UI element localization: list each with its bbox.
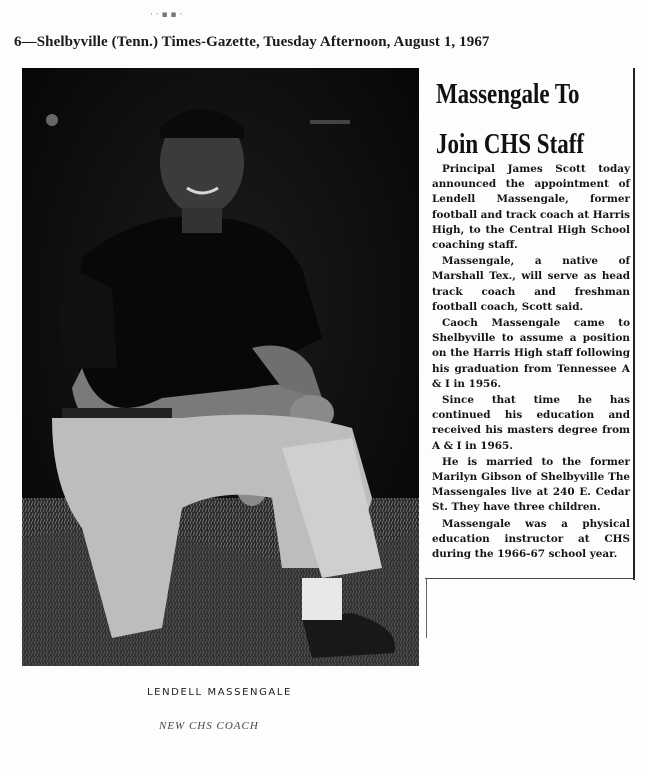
article-paragraph: Massengale, a native of Marshall Tex., will serve as head track coach and freshman football coach, Scott said. bbox=[432, 255, 630, 313]
coach-photo-illustration bbox=[22, 68, 419, 666]
print-specks: · · ▪ ▪ · bbox=[150, 10, 183, 20]
article-body bbox=[432, 162, 630, 563]
column-rule-vertical bbox=[633, 68, 635, 580]
column-rule-bottom bbox=[425, 578, 635, 579]
article-paragraph: He is married to the former Marilyn Gibson of Shelbyville The Massengales live at 240 E. Cedar St. They have three children. bbox=[432, 455, 630, 514]
dateline: 6—Shelbyville (Tenn.) Times-Gazette, Tuesday Afternoon, August 1, 1967 bbox=[14, 34, 490, 50]
article-headline bbox=[436, 70, 596, 170]
column-rule-left bbox=[426, 578, 427, 638]
article-paragraph: Caoch Massengale came to Shelbyville to assume a position on the Harris High staff following his graduation from Tennessee A & I in 1956. bbox=[432, 317, 630, 390]
headline-line-1: Massengale To bbox=[436, 79, 580, 110]
article-paragraph: Principal James Scott today announced the appointment of Lendell Massengale, former football and track coach at Harris High, to the Central High School coaching staff. bbox=[432, 163, 630, 252]
photo-caption-name: LENDELL MASSENGALE bbox=[147, 687, 292, 698]
headline-line-2: Join CHS Staff bbox=[436, 129, 584, 160]
photo-caption-subtitle: NEW CHS COACH bbox=[159, 720, 259, 732]
coach-photo bbox=[22, 68, 419, 666]
article-paragraph: Massengale was a physical education instructor at CHS during the 1966-67 school year. bbox=[432, 517, 630, 561]
article-paragraph: Since that time he has continued his education and received his masters degree from A & I in 1965. bbox=[432, 394, 630, 452]
